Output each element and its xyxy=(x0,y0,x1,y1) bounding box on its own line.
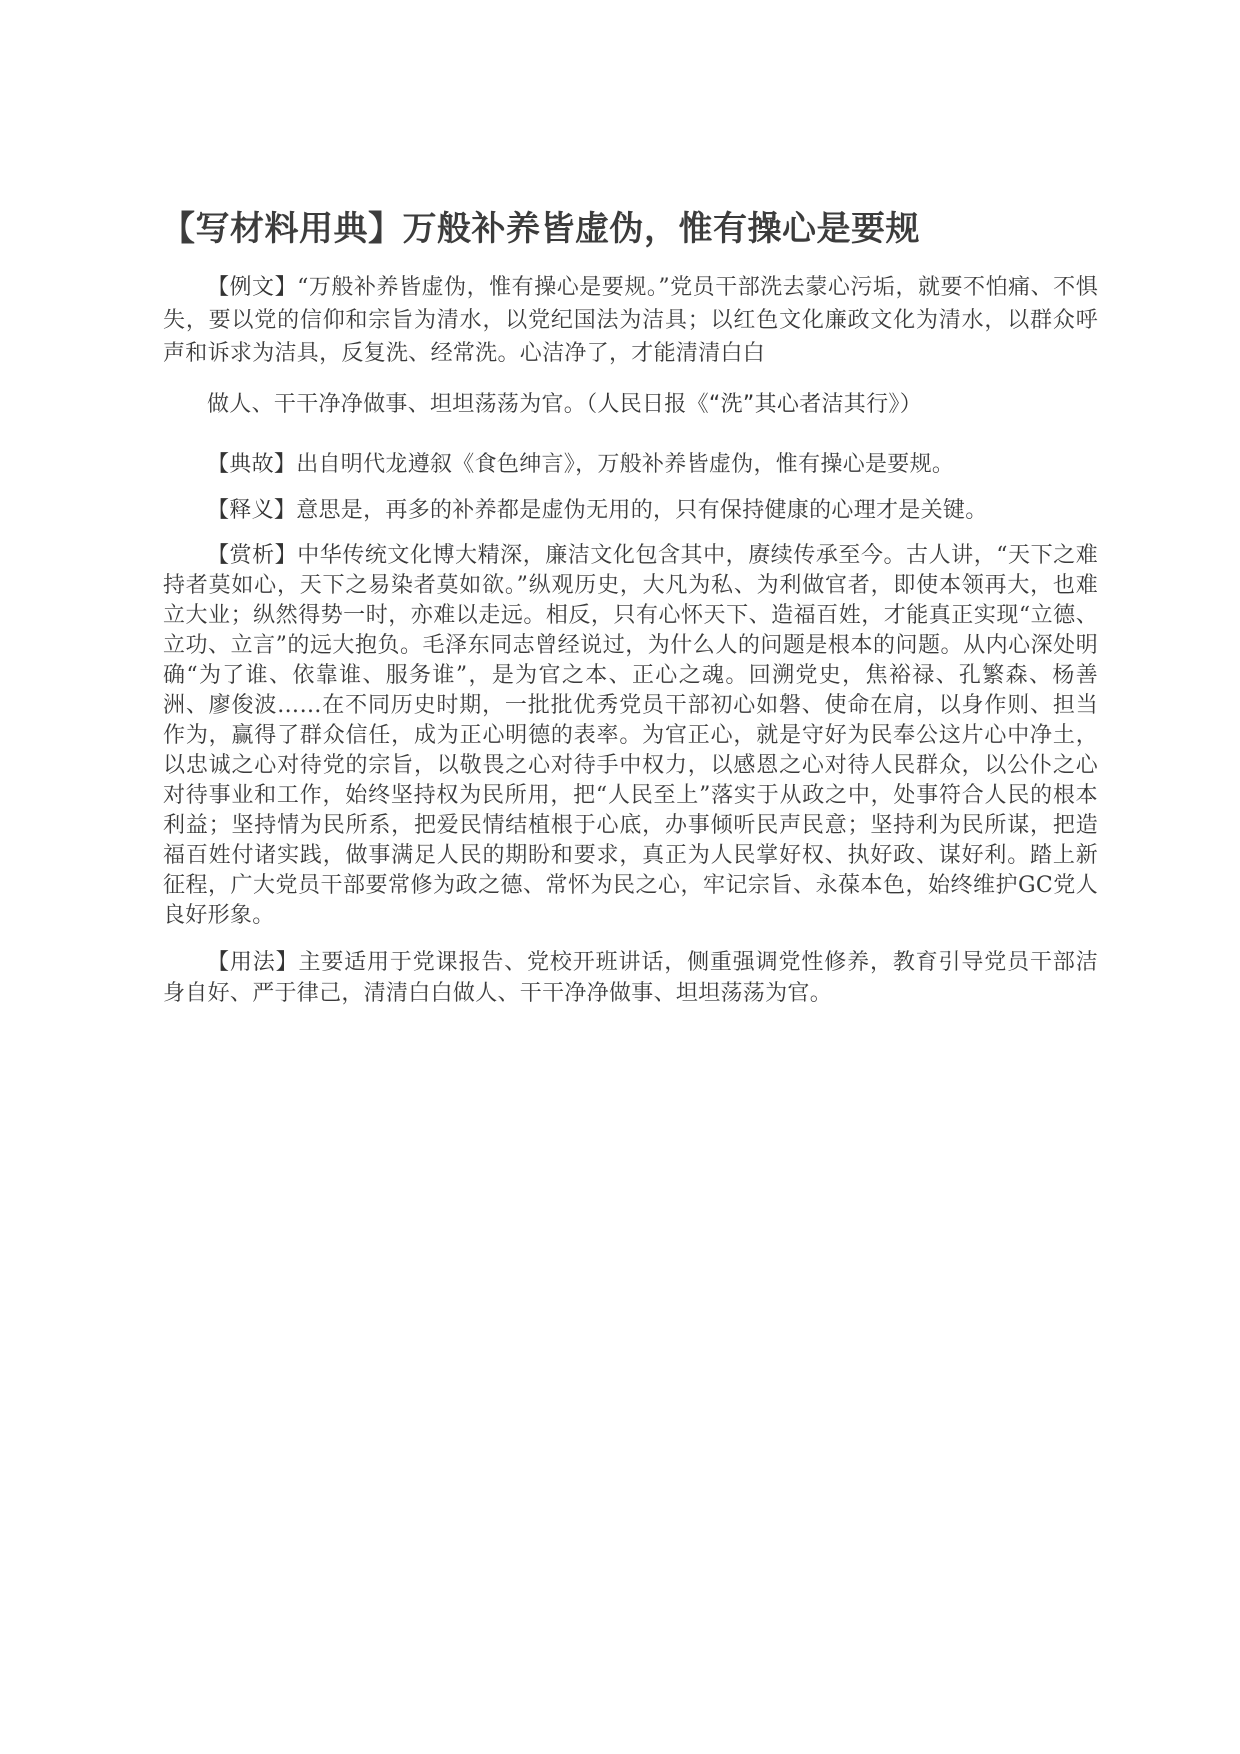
usage-text: 主要适用于党课报告、党校开班讲话，侧重强调党性修养，教育引导党员干部洁身自好、严于律己，清清白白做人、干干净净做事、坦坦荡荡为官。 xyxy=(163,950,1098,1006)
allusion-paragraph xyxy=(163,449,1098,480)
example-text: “万般补养皆虚伪，惟有操心是要规。”党员干部洗去蒙心污垢，就要不怕痛、不惧失，要以党的信仰和宗旨为清水，以党纪国法为洁具；以红色文化廉政文化为清水，以群众呼声和诉求为洁具，反复洗、经常洗。心洁净了，才能清清白白 xyxy=(163,275,1098,366)
usage-tag: 【用法】 xyxy=(207,950,299,975)
allusion-tag: 【典故】 xyxy=(207,452,297,477)
allusion-text: 出自明代龙遵叙《食色绅言》，万般补养皆虚伪，惟有操心是要规。 xyxy=(296,452,955,477)
analysis-tag: 【赏析】 xyxy=(207,543,298,568)
example-tag: 【例文】 xyxy=(207,275,298,300)
example-paragraph xyxy=(163,271,1098,421)
document-page xyxy=(163,205,1098,1009)
example-source: （人民日报《“洗”其心者洁其行》） xyxy=(586,392,923,417)
example-text-last: 做人、干干净净做事、坦坦荡荡为官。 xyxy=(207,392,587,417)
meaning-text: 意思是，再多的补养都是虚伪无用的，只有保持健康的心理才是关键。 xyxy=(296,498,988,523)
usage-paragraph xyxy=(163,947,1098,1009)
analysis-paragraph xyxy=(163,541,1098,931)
meaning-paragraph xyxy=(163,495,1098,526)
meaning-tag: 【释义】 xyxy=(207,498,297,523)
document-title: 【写材料用典】万般补养皆虚伪，惟有操心是要规 xyxy=(161,209,920,249)
analysis-text: 中华传统文化博大精深，廉洁文化包含其中，赓续传承至今。古人讲，“天下之难持者莫如心，天下之易染者莫如欲。”纵观历史，大凡为私、为利做官者，即使本领再大，也难立大业；纵然得势一时，亦难以走远。相反，只有心怀天下、造福百姓，才能真正实现“立德、立功、立言”的远大抱负。毛泽东同志曾经说过，为什么人的问题是根本的问题。从内心深处明确“为了谁、依靠谁、服务谁”，是为官之本、正心之魂。回溯党史，焦裕禄、孔繁森、杨善洲、廖俊波……在不同历史时期，一批批优秀党员干部初心如磐、使命在肩，以身作则、担当作为，赢得了群众信任，成为正心明德的表率。为官正心，就是守好为民奉公这片心中净土，以忠诚之心对待党的宗旨，以敬畏之心对待手中权力，以感恩之心对待人民群众，以公仆之心对待事业和工作，始终坚持权为民所用，把“人民至上”落实于从政之中，处事符合人民的根本利益；坚持情为民所系，把爱民情结植根于心底，办事倾听民声民意；坚持利为民所谋，把造福百姓付诸实践，做事满足人民的期盼和要求，真正为人民掌好权、执好政、谋好利。踏上新征程，广大党员干部要常修为政之德、常怀为民之心，牢记宗旨、永葆本色，始终维护GC党人良好形象。 xyxy=(163,543,1098,928)
